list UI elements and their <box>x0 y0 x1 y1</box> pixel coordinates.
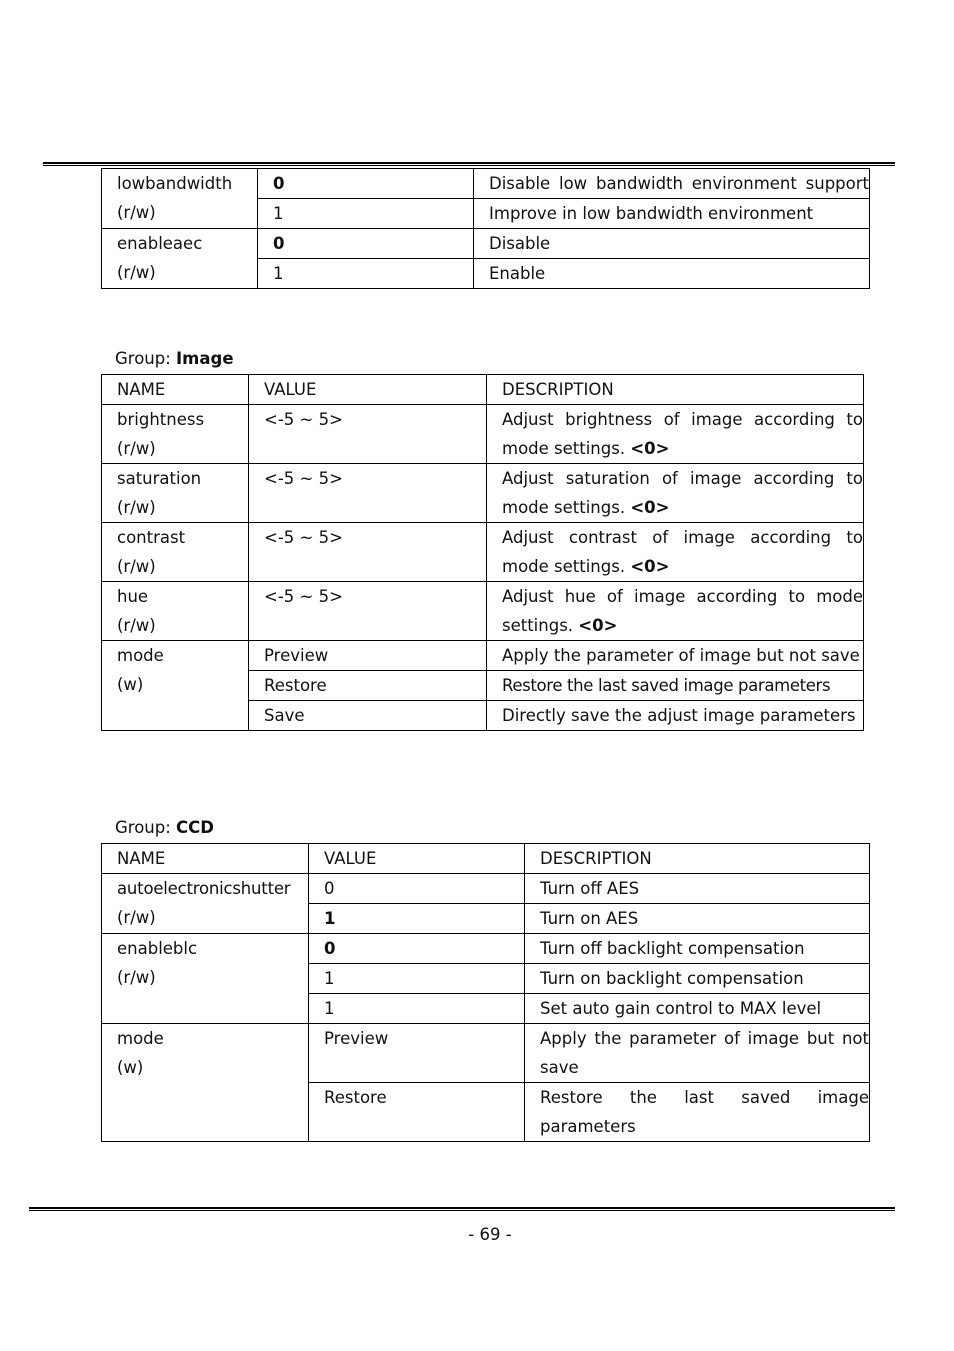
column-header: DESCRIPTION <box>487 375 864 405</box>
param-name: enableblc <box>117 939 198 958</box>
param-description: Turn on AES <box>525 904 870 934</box>
param-access: (r/w) <box>117 557 156 576</box>
param-access: (r/w) <box>117 203 156 222</box>
param-description: Turn off AES <box>525 874 870 904</box>
param-access: (r/w) <box>117 616 156 635</box>
param-value: 1 <box>309 964 525 994</box>
param-value: 1 <box>309 904 525 934</box>
table-row <box>102 1024 870 1083</box>
default-value: <0> <box>630 498 670 517</box>
param-access: (r/w) <box>117 439 156 458</box>
table-header-row <box>102 844 870 874</box>
column-header: DESCRIPTION <box>525 844 870 874</box>
param-name-cell <box>102 874 309 934</box>
param-description: Adjust hue of image according to mode settings. <0> <box>487 582 864 641</box>
param-description: Apply the parameter of image but not save <box>525 1024 870 1083</box>
param-name-cell <box>102 464 249 523</box>
table-row <box>102 641 864 671</box>
ccd-parameters-table <box>101 843 870 1142</box>
table-row <box>102 229 870 259</box>
param-name-cell <box>102 229 258 289</box>
param-name: contrast <box>117 528 186 547</box>
param-name: hue <box>117 587 149 606</box>
param-name-cell <box>102 934 309 1024</box>
param-value: 0 <box>258 229 474 259</box>
param-name-cell <box>102 582 249 641</box>
table-row <box>102 405 864 464</box>
table-row <box>102 464 864 523</box>
param-value: 0 <box>309 874 525 904</box>
param-name: lowbandwidth <box>117 174 233 193</box>
param-access: (r/w) <box>117 908 156 927</box>
default-value: <0> <box>630 439 670 458</box>
param-description: Restore the last saved image parameters <box>487 671 864 701</box>
param-value: 0 <box>258 169 474 199</box>
lowbandwidth-table <box>101 168 870 289</box>
param-value: 1 <box>258 199 474 229</box>
param-name: mode <box>117 646 164 665</box>
group-heading-image <box>115 348 234 370</box>
param-access: (r/w) <box>117 498 156 517</box>
header-rule <box>43 162 895 166</box>
param-value: Restore <box>249 671 487 701</box>
table-row <box>102 523 864 582</box>
param-description: Restore the last saved image parameters <box>525 1083 870 1142</box>
group-label: Group: <box>115 349 171 368</box>
param-value: 0 <box>309 934 525 964</box>
image-parameters-table <box>101 374 864 731</box>
param-name-cell <box>102 169 258 229</box>
param-description: Apply the parameter of image but not save <box>487 641 864 671</box>
table-row <box>102 169 870 199</box>
param-description: Set auto gain control to MAX level <box>525 994 870 1024</box>
table-row <box>102 582 864 641</box>
param-description: Disable low bandwidth environment support <box>474 169 870 199</box>
param-value: <-5 ~ 5> <box>249 523 487 582</box>
group-name: CCD <box>176 818 214 837</box>
group-name: Image <box>176 349 234 368</box>
default-value: <0> <box>630 557 670 576</box>
param-access: (w) <box>117 675 144 694</box>
param-description: Adjust brightness of image according to mode settings. <0> <box>487 405 864 464</box>
param-name-cell <box>102 523 249 582</box>
param-value: <-5 ~ 5> <box>249 582 487 641</box>
param-name-cell <box>102 1024 309 1142</box>
param-value: <-5 ~ 5> <box>249 464 487 523</box>
param-description: Enable <box>474 259 870 289</box>
default-value: <0> <box>578 616 618 635</box>
param-name: autoelectronicshutter <box>117 879 291 898</box>
param-access: (r/w) <box>117 263 156 282</box>
param-description: Disable <box>474 229 870 259</box>
column-header: VALUE <box>249 375 487 405</box>
param-description: Turn off backlight compensation <box>525 934 870 964</box>
param-name-cell <box>102 405 249 464</box>
table-header-row <box>102 375 864 405</box>
param-description: Turn on backlight compensation <box>525 964 870 994</box>
group-label: Group: <box>115 818 171 837</box>
group-heading-ccd <box>115 817 214 839</box>
param-value: 1 <box>309 994 525 1024</box>
param-access: (w) <box>117 1058 144 1077</box>
column-header: NAME <box>102 844 309 874</box>
param-access: (r/w) <box>117 968 156 987</box>
param-value: Save <box>249 701 487 731</box>
param-description: Adjust saturation of image according to mode settings. <0> <box>487 464 864 523</box>
param-description: Improve in low bandwidth environment <box>474 199 870 229</box>
param-description: Adjust contrast of image according to mode settings. <0> <box>487 523 864 582</box>
param-name: brightness <box>117 410 205 429</box>
column-header: VALUE <box>309 844 525 874</box>
column-header: NAME <box>102 375 249 405</box>
param-value: Preview <box>309 1024 525 1083</box>
param-value: Restore <box>309 1083 525 1142</box>
param-value: Preview <box>249 641 487 671</box>
param-name: enableaec <box>117 234 203 253</box>
table-row <box>102 934 870 964</box>
table-row <box>102 874 870 904</box>
param-name: saturation <box>117 469 202 488</box>
param-description: Directly save the adjust image parameters <box>487 701 864 731</box>
param-name: mode <box>117 1029 164 1048</box>
param-value: 1 <box>258 259 474 289</box>
param-value: <-5 ~ 5> <box>249 405 487 464</box>
param-name-cell <box>102 641 249 731</box>
page-number: - 69 - <box>468 1225 512 1244</box>
footer-rule <box>29 1207 895 1211</box>
